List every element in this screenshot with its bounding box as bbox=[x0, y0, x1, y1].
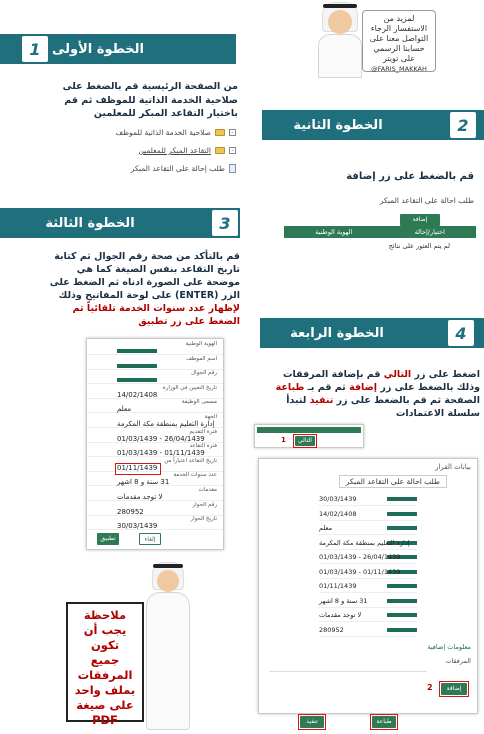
highlight-word: التالي bbox=[383, 369, 412, 380]
form-value: 14/02/1408 bbox=[117, 390, 158, 399]
form-row bbox=[87, 443, 223, 457]
form-value: 280952 bbox=[117, 507, 144, 516]
step3-banner bbox=[0, 208, 240, 238]
highlight-word: إضافة bbox=[349, 382, 378, 393]
note-line: يجب أن تكون bbox=[83, 623, 127, 652]
decision-header: بيانات القرار bbox=[435, 463, 471, 471]
tree-label: صلاحية الخدمة الذاتية للموظف bbox=[115, 128, 211, 137]
empty-message: لم يتم العثور على نتائج bbox=[388, 242, 450, 250]
tree-item-retirement-request[interactable] bbox=[70, 164, 236, 173]
decision-value: 01/11/1439 - 01/03/1439 bbox=[319, 567, 401, 576]
form-label: اسم الموظف bbox=[186, 355, 217, 362]
text-fragment: قم بإضافة المرفقات bbox=[283, 369, 384, 380]
step4-mini-table bbox=[254, 424, 364, 448]
step3-line: قم بالتأكد من صحة رقم الجوال ثم كتابة bbox=[54, 251, 240, 262]
redacted-value bbox=[387, 599, 417, 603]
results-header bbox=[284, 226, 476, 238]
decision-row bbox=[319, 609, 417, 622]
execute-highlight bbox=[298, 714, 326, 730]
add-highlight bbox=[439, 681, 469, 697]
text-fragment: الصفحة ثم قم بالضغط على زر bbox=[333, 395, 480, 406]
decision-value: إدارة التعليم بمنطقة مكة المكرمة bbox=[319, 538, 410, 547]
contact-line: التواصل معنا على bbox=[369, 34, 429, 43]
redacted-value bbox=[387, 512, 417, 516]
redacted-value bbox=[117, 349, 157, 353]
next-button-mini[interactable]: التالي bbox=[295, 436, 315, 446]
print-button[interactable]: طباعة bbox=[372, 716, 396, 728]
tree-label: طلب إحالة على التقاعد المبكر bbox=[130, 164, 225, 173]
form-value: 26/04/1439 - 01/03/1439 bbox=[117, 434, 205, 443]
form-value: إدارة التعليم بمنطقة مكة المكرمة bbox=[117, 420, 215, 428]
step1-title: الخطوة الأولى bbox=[52, 41, 144, 57]
form-value: 30/03/1439 bbox=[117, 522, 158, 531]
step2-text: قم بالضغط على زر إضافة bbox=[346, 171, 474, 182]
step3-line: الزر (ENTER) على لوحة المفاتيح وذلك bbox=[58, 290, 240, 301]
highlight-word: تنفيذ bbox=[309, 395, 334, 406]
step4-title: الخطوة الرابعة bbox=[290, 325, 384, 341]
advisor-illustration-top bbox=[310, 0, 370, 78]
form-value: لا توجد مقدمات bbox=[117, 493, 163, 501]
form-row bbox=[87, 370, 223, 384]
column-header: اختيار/إحالة bbox=[414, 228, 445, 236]
text-fragment: لتبدأ bbox=[286, 395, 310, 406]
form-row bbox=[87, 516, 223, 530]
form-label: رقم الحوار bbox=[192, 501, 217, 508]
decision-row bbox=[319, 551, 417, 564]
form-label: تاريخ التقاعد اعتباراً من bbox=[164, 457, 217, 464]
form-label: مقدمات bbox=[198, 487, 217, 493]
form-value: 31 سنة و 8 اشهر bbox=[117, 478, 170, 487]
form-label: عدد سنوات الخدمة bbox=[173, 472, 217, 479]
advisor-illustration-bottom bbox=[138, 560, 198, 730]
step4-line bbox=[250, 407, 480, 420]
step2-title: الخطوة الثانية bbox=[293, 117, 383, 133]
step3-number: 3 bbox=[210, 208, 240, 238]
step3-form bbox=[86, 338, 224, 550]
form-label: فترة التقديم bbox=[189, 428, 217, 435]
step4-line bbox=[250, 368, 480, 381]
redacted-value bbox=[387, 526, 417, 530]
tree-item-early-retirement[interactable] bbox=[70, 146, 236, 155]
step3-title: الخطوة الثالثة bbox=[45, 215, 135, 231]
print-highlight bbox=[370, 714, 398, 730]
additional-info: معلومات إضافية bbox=[427, 643, 471, 651]
redacted-value bbox=[387, 613, 417, 617]
pdf-note bbox=[66, 602, 144, 727]
add-attachment-button[interactable]: إضافة bbox=[441, 683, 467, 695]
execute-button[interactable]: تنفيذ bbox=[300, 716, 324, 728]
text-fragment: سلسلة الاعتمادات bbox=[395, 408, 480, 419]
redacted-value bbox=[117, 364, 157, 368]
form-row bbox=[87, 429, 223, 443]
contact-line: حسابنا الرسمي bbox=[373, 44, 425, 53]
decision-value: معلم bbox=[319, 524, 333, 532]
step2-screen bbox=[280, 192, 480, 254]
tree-item-self-service[interactable] bbox=[70, 128, 236, 137]
form-label: تاريخ الحوار bbox=[190, 516, 217, 523]
step3-text bbox=[4, 250, 240, 328]
form-row bbox=[87, 502, 223, 516]
add-button[interactable]: إضافة bbox=[400, 214, 440, 226]
marker-2: 2 bbox=[427, 683, 433, 692]
redacted-value bbox=[387, 584, 417, 588]
note-line: ملاحظة bbox=[83, 608, 127, 622]
step2-number: 2 bbox=[448, 110, 478, 140]
step1-line: صلاحية الخدمة الذاتية للموظف ثم قم bbox=[64, 94, 238, 106]
step3-line-highlight: الضغط على زر تطبيق bbox=[138, 316, 240, 327]
form-label: الجهة bbox=[204, 414, 217, 420]
form-label: تاريخ التعيين في الوزارة bbox=[162, 384, 217, 391]
text-fragment: اضغط على زر bbox=[411, 369, 480, 380]
tree-label: التقاعد المبكر للمعلمين bbox=[138, 146, 211, 155]
form-row bbox=[87, 356, 223, 370]
decision-row bbox=[319, 522, 417, 535]
note-line: على صيغة bbox=[76, 698, 134, 712]
decision-value: لا توجد مقدمات bbox=[319, 611, 362, 619]
form-row bbox=[87, 385, 223, 399]
form-row bbox=[87, 414, 223, 428]
text-fragment: ثم قم بـ bbox=[304, 382, 350, 393]
contact-bubble bbox=[362, 10, 436, 72]
decision-row bbox=[319, 624, 417, 637]
note-line: المرفقات bbox=[77, 668, 133, 682]
folder-icon bbox=[215, 129, 225, 136]
step1-line: من الصفحة الرئيسية قم بالضغط على bbox=[62, 81, 238, 92]
form-value: معلم bbox=[117, 405, 132, 414]
form-label: فترة التقاعد bbox=[189, 443, 217, 450]
form-row bbox=[87, 399, 223, 413]
decision-row bbox=[319, 595, 417, 608]
contact-line: على تويتر bbox=[382, 54, 416, 63]
cancel-button[interactable]: إلغاء bbox=[139, 533, 161, 545]
mini-table-header bbox=[257, 427, 361, 433]
collapse-icon[interactable]: - bbox=[229, 129, 236, 136]
note-line: بملف واحد bbox=[74, 683, 136, 697]
step4-number: 4 bbox=[446, 318, 476, 348]
step4-line bbox=[250, 381, 480, 394]
form-label: الهوية الوطنية bbox=[185, 341, 217, 347]
step1-number: 1 bbox=[20, 34, 50, 64]
decision-value: 01/11/1439 bbox=[319, 582, 357, 590]
contact-line: لمزيد من bbox=[383, 14, 415, 23]
step1-text bbox=[10, 80, 238, 121]
step4-actions bbox=[290, 716, 480, 732]
decision-row bbox=[319, 537, 417, 550]
step2-screen-title: طلب احالة على التقاعد المبكر bbox=[379, 196, 474, 205]
decision-row bbox=[319, 566, 417, 579]
column-header: الهوية الوطنية bbox=[315, 228, 353, 236]
apply-button[interactable]: تطبيق bbox=[97, 533, 119, 545]
redacted-value bbox=[117, 378, 157, 382]
text-fragment: وذلك بالضغط على زر bbox=[377, 382, 480, 393]
document-icon bbox=[229, 164, 236, 173]
decision-value: 280952 bbox=[319, 625, 344, 634]
form-row bbox=[87, 487, 223, 501]
step1-line: باختيار التقاعد المبكر للمعلمين bbox=[93, 108, 238, 119]
step4-screen bbox=[258, 458, 478, 714]
marker-1: 1 bbox=[281, 436, 286, 444]
next-highlight bbox=[293, 434, 317, 448]
step3-line: موضحة على الصورة ادناه ثم الضغط على bbox=[49, 277, 240, 288]
step3-line: تاريخ التقاعد بنفس الصيغة كما هي bbox=[76, 264, 240, 275]
decision-row bbox=[319, 508, 417, 521]
twitter-handle[interactable]: @FARIS_MAKKAH bbox=[371, 65, 427, 73]
form-value: 01/11/1439 - 01/03/1439 bbox=[117, 449, 205, 458]
step3-line-highlight: لإظهار عدد سنوات الخدمة تلقائياً ثم bbox=[72, 303, 240, 314]
form-row bbox=[87, 341, 223, 355]
collapse-icon[interactable]: - bbox=[229, 147, 236, 154]
contact-line: الاستفسار الرجاء bbox=[370, 24, 428, 33]
attachments-label: المرفقات bbox=[445, 657, 471, 665]
note-line: جميع bbox=[90, 653, 120, 667]
decision-value: 14/02/1408 bbox=[319, 509, 357, 518]
note-line: PDF bbox=[92, 713, 118, 727]
decision-row bbox=[319, 493, 417, 506]
redacted-value bbox=[387, 628, 417, 632]
decision-row bbox=[319, 580, 417, 593]
form-label: رقم الجوال bbox=[191, 370, 217, 377]
step4-text bbox=[250, 368, 480, 420]
decision-value: 31 سنة و 8 اشهر bbox=[319, 596, 368, 605]
decision-title: طلب احالة على التقاعد المبكر bbox=[339, 475, 447, 488]
folder-icon bbox=[215, 147, 225, 154]
retirement-date-highlight bbox=[115, 463, 161, 475]
attachment-line bbox=[269, 671, 427, 672]
form-value[interactable]: 01/11/1439 bbox=[117, 463, 158, 472]
decision-value: 26/04/1439 - 01/03/1439 bbox=[319, 553, 401, 561]
form-label: مسمى الوظيفة bbox=[181, 399, 217, 406]
redacted-value bbox=[387, 497, 417, 501]
decision-value: 30/03/1439 bbox=[319, 495, 357, 503]
step4-line bbox=[250, 394, 480, 407]
highlight-word: طباعة bbox=[275, 382, 305, 393]
